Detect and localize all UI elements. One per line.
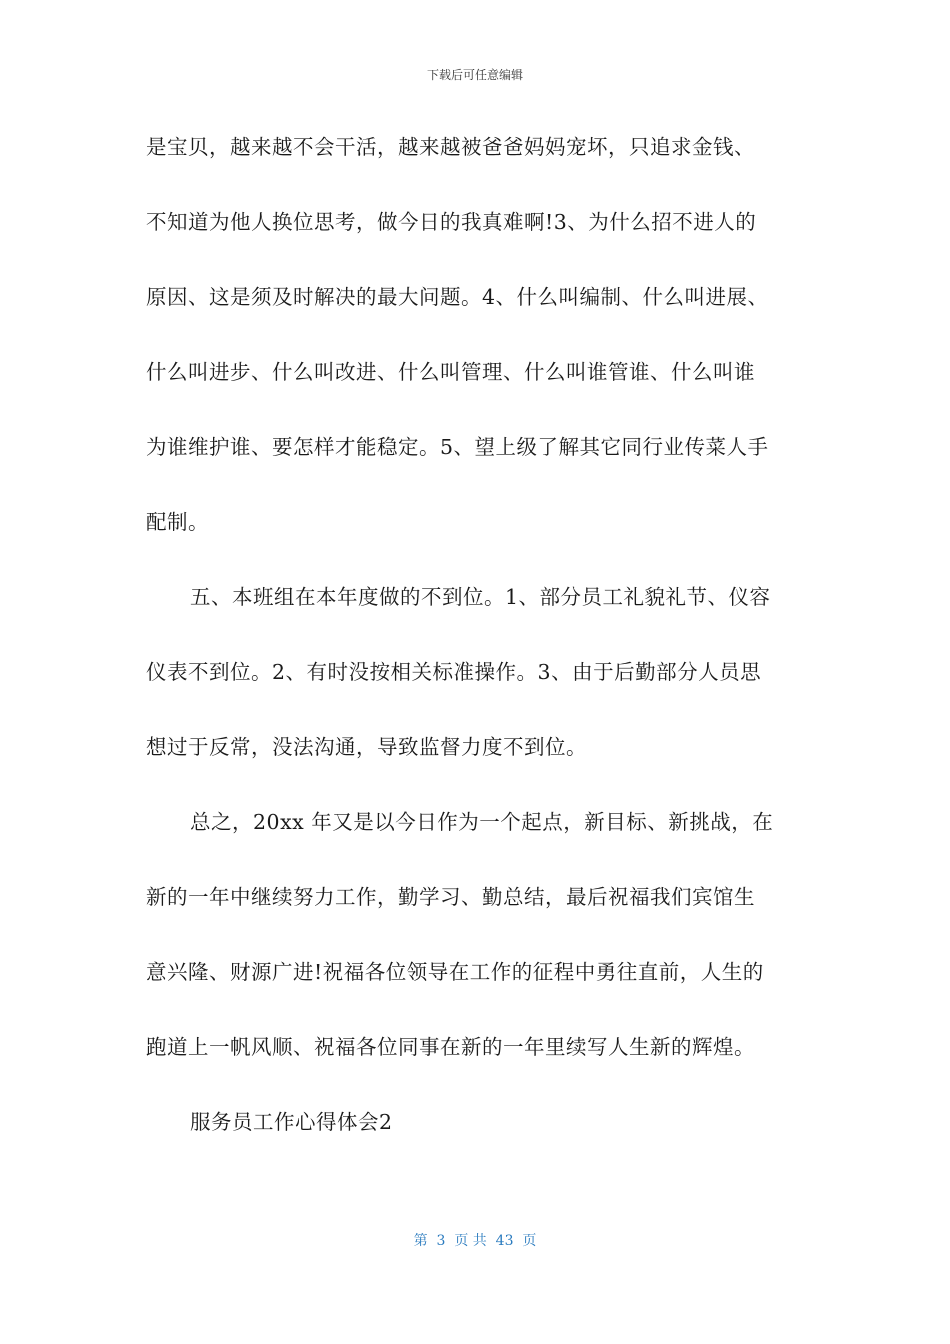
paragraph-start-line: 总之，20xx 年又是以今日作为一个起点，新目标、新挑战，在 <box>190 810 774 834</box>
text-line: 配制。 <box>146 510 209 534</box>
text-line: 仪表不到位。2、有时没按相关标准操作。3、由于后勤部分人员思 <box>146 660 762 684</box>
text-line: 想过于反常，没法沟通，导致监督力度不到位。 <box>146 735 587 759</box>
text-line: 跑道上一帆风顺、祝福各位同事在新的一年里续写人生新的辉煌。 <box>146 1035 755 1059</box>
page-header: 下载后可任意编辑 <box>426 68 523 82</box>
paragraph-start-line: 五、本班组在本年度做的不到位。1、部分员工礼貌礼节、仪容 <box>190 585 771 609</box>
text-line: 为谁维护谁、要怎样才能稳定。5、望上级了解其它同行业传菜人手 <box>146 435 769 459</box>
section-heading: 服务员工作心得体会2 <box>190 1110 393 1134</box>
text-line: 新的一年中继续努力工作，勤学习、勤总结，最后祝福我们宾馆生 <box>146 885 755 909</box>
text-line: 原因、这是须及时解决的最大问题。4、什么叫编制、什么叫进展、 <box>146 285 769 309</box>
document-body <box>146 127 806 1177</box>
text-line: 什么叫进步、什么叫改进、什么叫管理、什么叫谁管谁、什么叫谁 <box>146 360 755 384</box>
text-line: 不知道为他人换位思考，做今日的我真难啊!3、为什么招不进人的 <box>146 210 757 234</box>
text-line: 是宝贝，越来越不会干活，越来越被爸爸妈妈宠坏，只追求金钱、 <box>146 135 755 159</box>
page-footer: 第 3 页 共 43 页 <box>413 1233 537 1249</box>
text-line: 意兴隆、财源广进!祝福各位领导在工作的征程中勇往直前，人生的 <box>146 960 764 984</box>
